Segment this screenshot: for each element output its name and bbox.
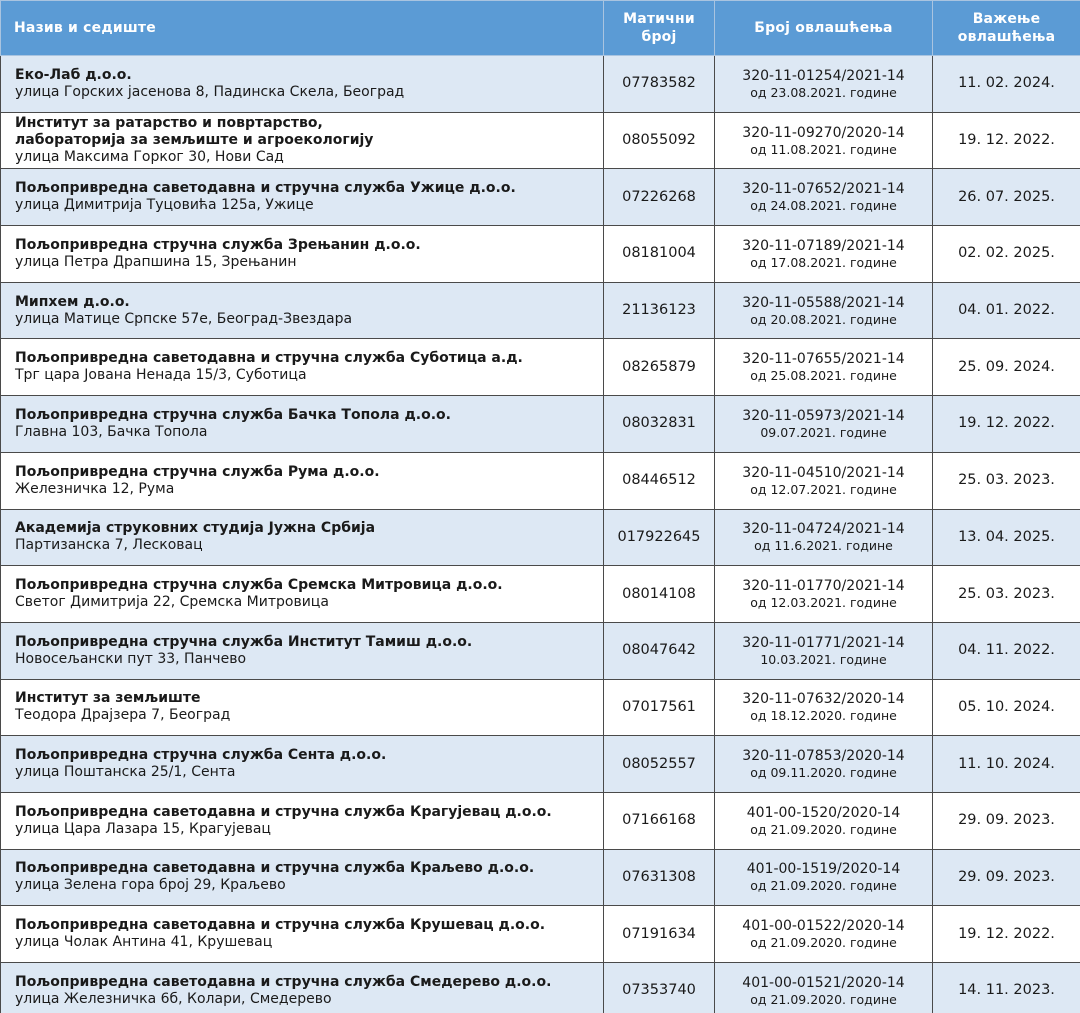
organization-address: Главна 103, Бачка Топола [15, 423, 208, 440]
cell-name [1, 849, 604, 906]
header-authorization-number [715, 1, 933, 56]
organization-address: Новосељански пут 33, Панчево [15, 650, 247, 667]
cell-validity: 19. 12. 2022. [933, 906, 1080, 963]
authorization-date: од 24.08.2021. године [750, 198, 897, 214]
authorization-date: од 12.07.2021. године [750, 481, 897, 497]
cell-validity: 29. 09. 2023. [933, 849, 1080, 906]
organization-name: Институт за ратарство и повртарство, лабораторија за земљиште и агроекологију [15, 115, 374, 149]
cell-authorization [715, 56, 933, 113]
authorization-number: 401-00-01521/2020-14 [742, 974, 905, 991]
cell-name [1, 396, 604, 453]
authorization-number: 401-00-1519/2020-14 [746, 861, 901, 878]
authorization-date: од 12.03.2021. године [750, 595, 897, 611]
authorization-date: 10.03.2021. године [760, 651, 887, 667]
cell-authorization [715, 509, 933, 566]
cell-validity: 26. 07. 2025. [933, 169, 1080, 226]
cell-authorization [715, 622, 933, 679]
table-row [1, 622, 1080, 679]
organization-address: Теодора Драјзера 7, Београд [15, 707, 231, 724]
organization-name: Институт за земљиште [15, 690, 201, 707]
authorization-number: 320-11-01770/2021-14 [742, 578, 905, 595]
header-name [1, 1, 604, 56]
table-row [1, 339, 1080, 396]
header-name-label: Назив и седиште [14, 20, 156, 36]
cell-name [1, 452, 604, 509]
table-row [1, 906, 1080, 963]
authorization-date: од 21.09.2020. године [750, 991, 897, 1007]
organization-address: улица Цара Лазара 15, Крагујевац [15, 820, 271, 837]
organization-name: Пољопривредна саветодавна и стручна служба Крушевац д.о.о. [15, 917, 546, 934]
organization-address: Трг цара Јована Ненада 15/3, Суботица [15, 367, 307, 384]
table-row [1, 509, 1080, 566]
organization-name: Пољопривредна стручна служба Зрењанин д.о.о. [15, 236, 421, 253]
cell-registration-number: 08446512 [604, 452, 715, 509]
table-row [1, 169, 1080, 226]
organization-address: улица Поштанска 25/1, Сента [15, 764, 236, 781]
cell-authorization [715, 396, 933, 453]
table-row [1, 736, 1080, 793]
authorization-date: од 17.08.2021. године [750, 254, 897, 270]
cell-validity: 25. 03. 2023. [933, 452, 1080, 509]
cell-validity: 14. 11. 2023. [933, 963, 1080, 1013]
cell-authorization [715, 112, 933, 169]
cell-name [1, 679, 604, 736]
cell-registration-number: 07166168 [604, 792, 715, 849]
organization-address: Партизанска 7, Лесковац [15, 537, 203, 554]
organization-name: Мипхем д.о.о. [15, 293, 130, 310]
header-valid-line2: овлашћења [957, 29, 1056, 45]
organization-name: Пољопривредна стручна служба Рума д.о.о. [15, 463, 380, 480]
authorization-date: од 11.6.2021. године [754, 538, 893, 554]
authorization-date: од 25.08.2021. године [750, 368, 897, 384]
cell-authorization [715, 849, 933, 906]
cell-validity: 19. 12. 2022. [933, 396, 1080, 453]
table-row [1, 282, 1080, 339]
cell-validity: 04. 01. 2022. [933, 282, 1080, 339]
organization-address: улица Чолак Антина 41, Крушевац [15, 934, 273, 951]
authorization-number: 320-11-01771/2021-14 [742, 634, 905, 651]
authorization-number: 320-11-01254/2021-14 [742, 67, 905, 84]
cell-registration-number: 08052557 [604, 736, 715, 793]
authorization-date: од 21.09.2020. године [750, 935, 897, 951]
organization-name: Пољопривредна саветодавна и стручна служба Краљево д.о.о. [15, 860, 535, 877]
organization-name: Академија струковних студија Јужна Србија [15, 520, 376, 537]
authorization-date: од 11.08.2021. године [750, 141, 897, 157]
cell-registration-number: 08055092 [604, 112, 715, 169]
cell-validity: 19. 12. 2022. [933, 112, 1080, 169]
cell-authorization [715, 906, 933, 963]
cell-authorization [715, 226, 933, 283]
cell-authorization [715, 566, 933, 623]
cell-registration-number: 07783582 [604, 56, 715, 113]
cell-authorization [715, 792, 933, 849]
authorization-number: 320-11-04724/2021-14 [742, 521, 905, 538]
table-body [1, 56, 1080, 1013]
cell-registration-number: 08014108 [604, 566, 715, 623]
table-row [1, 226, 1080, 283]
table-row [1, 679, 1080, 736]
table-row [1, 112, 1080, 169]
cell-registration-number: 21136123 [604, 282, 715, 339]
cell-name [1, 736, 604, 793]
header-valid-line1: Важење [972, 11, 1041, 27]
authorization-number: 320-11-07655/2021-14 [742, 351, 905, 368]
authorization-date: од 09.11.2020. године [750, 765, 897, 781]
authorization-number: 320-11-07189/2021-14 [742, 237, 905, 254]
organization-address: улица Матице Српске 57е, Београд-Звездара [15, 310, 353, 327]
cell-name [1, 226, 604, 283]
cell-name [1, 963, 604, 1013]
authorization-date: од 21.09.2020. године [750, 878, 897, 894]
cell-name [1, 622, 604, 679]
authorization-number: 320-11-07853/2020-14 [742, 748, 905, 765]
organization-address: Железничка 12, Рума [15, 480, 175, 497]
cell-validity: 25. 03. 2023. [933, 566, 1080, 623]
cell-registration-number: 017922645 [604, 509, 715, 566]
cell-name [1, 792, 604, 849]
authorization-date: од 20.08.2021. године [750, 311, 897, 327]
cell-registration-number: 08181004 [604, 226, 715, 283]
organization-address: улица Железничка 6б, Колари, Смедерево [15, 990, 332, 1007]
organization-address: улица Зелена гора број 29, Краљево [15, 877, 286, 894]
authorization-number: 320-11-07632/2020-14 [742, 691, 905, 708]
cell-authorization [715, 452, 933, 509]
organization-address: улица Петра Драпшина 15, Зрењанин [15, 253, 297, 270]
cell-registration-number: 07017561 [604, 679, 715, 736]
cell-registration-number: 08265879 [604, 339, 715, 396]
header-validity [933, 1, 1080, 56]
authorization-number: 401-00-1520/2020-14 [746, 804, 901, 821]
authorization-date: 09.07.2021. године [760, 424, 887, 440]
cell-validity: 29. 09. 2023. [933, 792, 1080, 849]
cell-authorization [715, 679, 933, 736]
cell-validity: 25. 09. 2024. [933, 339, 1080, 396]
table-header [1, 1, 1080, 56]
cell-registration-number: 07226268 [604, 169, 715, 226]
authorization-number: 401-00-01522/2020-14 [742, 918, 905, 935]
cell-validity: 05. 10. 2024. [933, 679, 1080, 736]
authorization-number: 320-11-07652/2021-14 [742, 181, 905, 198]
cell-registration-number: 08032831 [604, 396, 715, 453]
cell-registration-number: 07631308 [604, 849, 715, 906]
authorization-date: од 18.12.2020. године [750, 708, 897, 724]
table-row [1, 452, 1080, 509]
authorization-number: 320-11-05973/2021-14 [742, 407, 905, 424]
organization-name: Пољопривредна саветодавна и стручна служба Смедерево д.о.о. [15, 973, 552, 990]
table-row [1, 792, 1080, 849]
header-registration-number [604, 1, 715, 56]
organization-name: Пољопривредна стручна служба Институт Тамиш д.о.о. [15, 633, 473, 650]
cell-validity: 13. 04. 2025. [933, 509, 1080, 566]
cell-registration-number: 07353740 [604, 963, 715, 1013]
cell-registration-number: 07191634 [604, 906, 715, 963]
organization-address: Светог Димитрија 22, Сремска Митровица [15, 594, 329, 611]
cell-authorization [715, 963, 933, 1013]
organization-name: Пољопривредна стручна служба Сента д.о.о. [15, 747, 387, 764]
cell-authorization [715, 339, 933, 396]
cell-authorization [715, 282, 933, 339]
organization-address: улица Димитрија Туцовића 125а, Ужице [15, 197, 314, 214]
table-row [1, 963, 1080, 1013]
header-auth-label: Број овлашћења [754, 20, 893, 36]
organization-address: улица Максима Горког 30, Нови Сад [15, 149, 284, 166]
cell-name [1, 169, 604, 226]
organization-name: Пољопривредна стручна служба Бачка Топола д.о.о. [15, 406, 451, 423]
organization-name: Пољопривредна саветодавна и стручна служба Крагујевац д.о.о. [15, 803, 552, 820]
table-row [1, 56, 1080, 113]
organization-name: Еко-Лаб д.о.о. [15, 66, 132, 83]
cell-name [1, 282, 604, 339]
cell-name [1, 509, 604, 566]
header-mb-line1: Матични [623, 11, 695, 27]
cell-validity: 11. 02. 2024. [933, 56, 1080, 113]
table-row [1, 849, 1080, 906]
cell-registration-number: 08047642 [604, 622, 715, 679]
authorization-number: 320-11-05588/2021-14 [742, 294, 905, 311]
cell-name [1, 112, 604, 169]
table-row [1, 566, 1080, 623]
cell-authorization [715, 169, 933, 226]
cell-name [1, 56, 604, 113]
organization-name: Пољопривредна саветодавна и стручна служба Ужице д.о.о. [15, 180, 516, 197]
cell-validity: 04. 11. 2022. [933, 622, 1080, 679]
authorization-number: 320-11-04510/2021-14 [742, 464, 905, 481]
cell-name [1, 906, 604, 963]
cell-validity: 11. 10. 2024. [933, 736, 1080, 793]
cell-validity: 02. 02. 2025. [933, 226, 1080, 283]
cell-name [1, 566, 604, 623]
table-row [1, 396, 1080, 453]
cell-name [1, 339, 604, 396]
organization-name: Пољопривредна саветодавна и стручна служба Суботица а.д. [15, 350, 523, 367]
authorization-date: од 21.09.2020. године [750, 821, 897, 837]
authorization-number: 320-11-09270/2020-14 [742, 124, 905, 141]
authorization-date: од 23.08.2021. године [750, 84, 897, 100]
organization-name: Пољопривредна стручна служба Сремска Митровица д.о.о. [15, 577, 503, 594]
cell-authorization [715, 736, 933, 793]
organization-address: улица Горских јасенова 8, Падинска Скела, Београд [15, 83, 405, 100]
header-mb-line2: број [641, 29, 677, 45]
